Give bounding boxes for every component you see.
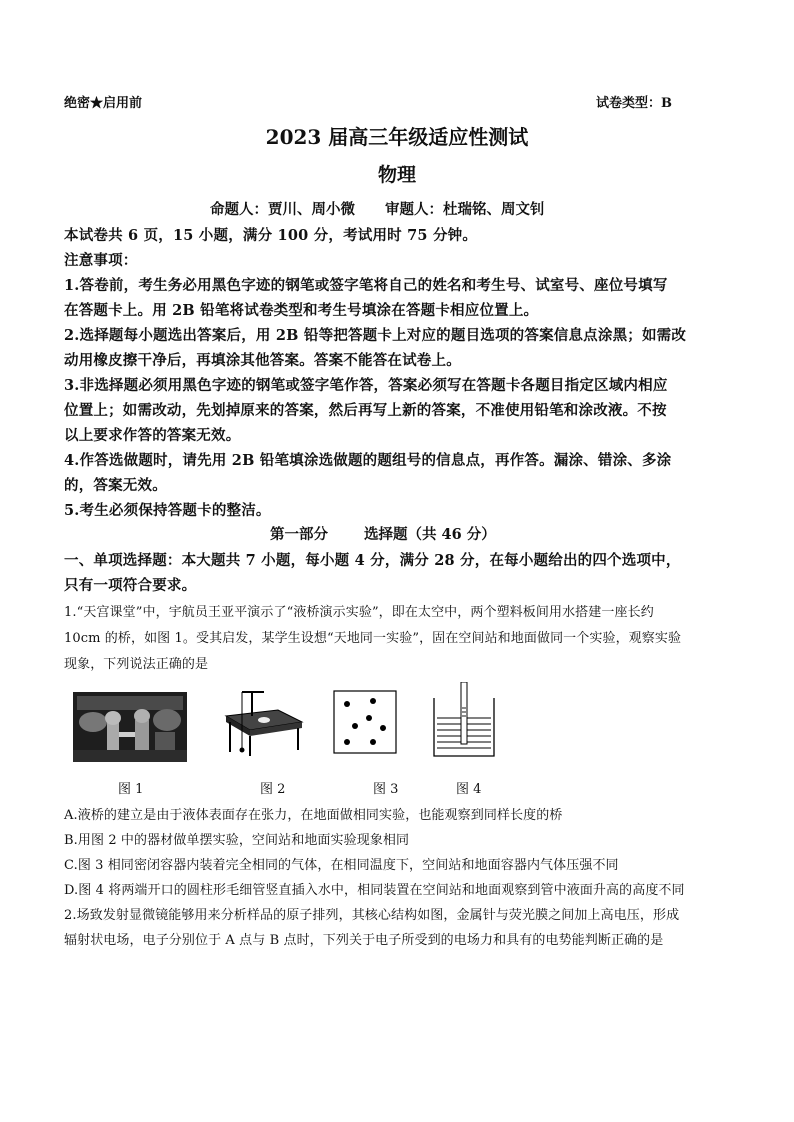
single-choice-instruction: 只有一项符合要求。 bbox=[64, 577, 197, 594]
section-name: 选择题（共 46 分） bbox=[364, 526, 496, 543]
figure-caption: 图 1 bbox=[118, 782, 144, 797]
question-2-text: 2.场致发射显微镜能够用来分析样品的原子排列，其核心结构如图，金属针与荧光膜之间加上高电压，形成 bbox=[64, 908, 680, 923]
notice-line: 动用橡皮擦干净后，再填涂其他答案。答案不能答在试卷上。 bbox=[64, 352, 461, 369]
question-1-option-c: C.图 3 相同密闭容器内装着完全相同的气体，在相同温度下，空间站和地面容器内气体压强不同 bbox=[64, 858, 619, 873]
paper-type: 试卷类型：B bbox=[596, 96, 672, 111]
notice-line: 位置上；如需改动，先划掉原来的答案，然后再写上新的答案，不准使用铅笔和涂改液。不按 bbox=[64, 402, 667, 419]
notice-line: 在答题卡上。用 2B 铅笔将试卷类型和考生号填涂在答题卡相应位置上。 bbox=[64, 302, 539, 319]
author-line bbox=[210, 198, 545, 219]
notice-line: 2.选择题每小题选出答案后，用 2B 铅等把答题卡上对应的题目选项的答案信息点涂黑；如需改 bbox=[64, 327, 687, 344]
notice-line: 的，答案无效。 bbox=[64, 477, 167, 494]
notice-title: 注意事项： bbox=[64, 252, 138, 269]
question-1-text: 现象，下列说法正确的是 bbox=[64, 657, 209, 672]
notice-line: 1.答卷前，考生务必用黑色字迹的钢笔或签字笔将自己的姓名和考生号、试室号、座位号填写 bbox=[64, 277, 668, 294]
capillary-tube-icon bbox=[432, 682, 496, 758]
pendulum-stand-icon bbox=[222, 686, 306, 758]
figure-caption: 图 2 bbox=[260, 782, 286, 797]
notice-line: 4.作答选做题时，请先用 2B 铅笔填涂选做题的题组号的信息点，再作答。漏涂、错涂、多涂 bbox=[64, 452, 672, 469]
question-1-option-b: B.用图 2 中的器材做单摆实验，空间站和地面实验现象相同 bbox=[64, 833, 410, 848]
exam-intro: 本试卷共 6 页，15 小题，满分 100 分，考试用时 75 分钟。 bbox=[64, 227, 478, 244]
subject-title: 物理 bbox=[377, 164, 416, 186]
exam-title: 2023 届高三年级适应性测试 bbox=[265, 125, 529, 149]
question-2-text: 辐射状电场，电子分别位于 A 点与 B 点时，下列关于电子所受到的电场力和具有的电势能判断正确的是 bbox=[64, 933, 664, 948]
notice-line: 3.非选择题必须用黑色字迹的钢笔或签字笔作答，答案必须写在答题卡各题目指定区域内相应 bbox=[64, 377, 668, 394]
single-choice-instruction: 一、单项选择题：本大题共 7 小题，每小题 4 分，满分 28 分，在每小题给出的四个选项中， bbox=[64, 552, 681, 569]
setters: 命题人：贾川、周小微 bbox=[210, 201, 355, 218]
notice-line: 5.考生必须保持答题卡的整洁。 bbox=[64, 502, 271, 519]
figure-caption: 图 3 bbox=[373, 782, 399, 797]
reviewers: 审题人：杜瑞铭、周文钊 bbox=[385, 201, 545, 218]
gas-container-icon bbox=[333, 690, 397, 754]
figure-caption: 图 4 bbox=[456, 782, 482, 797]
notice-line: 以上要求作答的答案无效。 bbox=[64, 427, 241, 444]
space-photo-icon bbox=[73, 692, 187, 762]
section-part: 第一部分 bbox=[270, 526, 328, 543]
question-1-option-d: D.图 4 将两端开口的圆柱形毛细管竖直插入水中，相同装置在空间站和地面观察到管中液面升高的高度不同 bbox=[64, 883, 685, 898]
question-1-text: 1.“天宫课堂”中，宇航员王亚平演示了“液桥演示实验”，即在太空中，两个塑料板间用水搭建一座长约 bbox=[64, 605, 654, 620]
question-1-text: 10cm 的桥，如图 1。受其启发，某学生设想“天地同一实验”，固在空间站和地面做同一个实验，观察实验 bbox=[64, 631, 682, 646]
confidential-mark: 绝密★启用前 bbox=[64, 96, 143, 111]
question-1-option-a: A.液桥的建立是由于液体表面存在张力，在地面做相同实验，也能观察到同样长度的桥 bbox=[64, 808, 563, 823]
section-heading bbox=[270, 523, 496, 544]
